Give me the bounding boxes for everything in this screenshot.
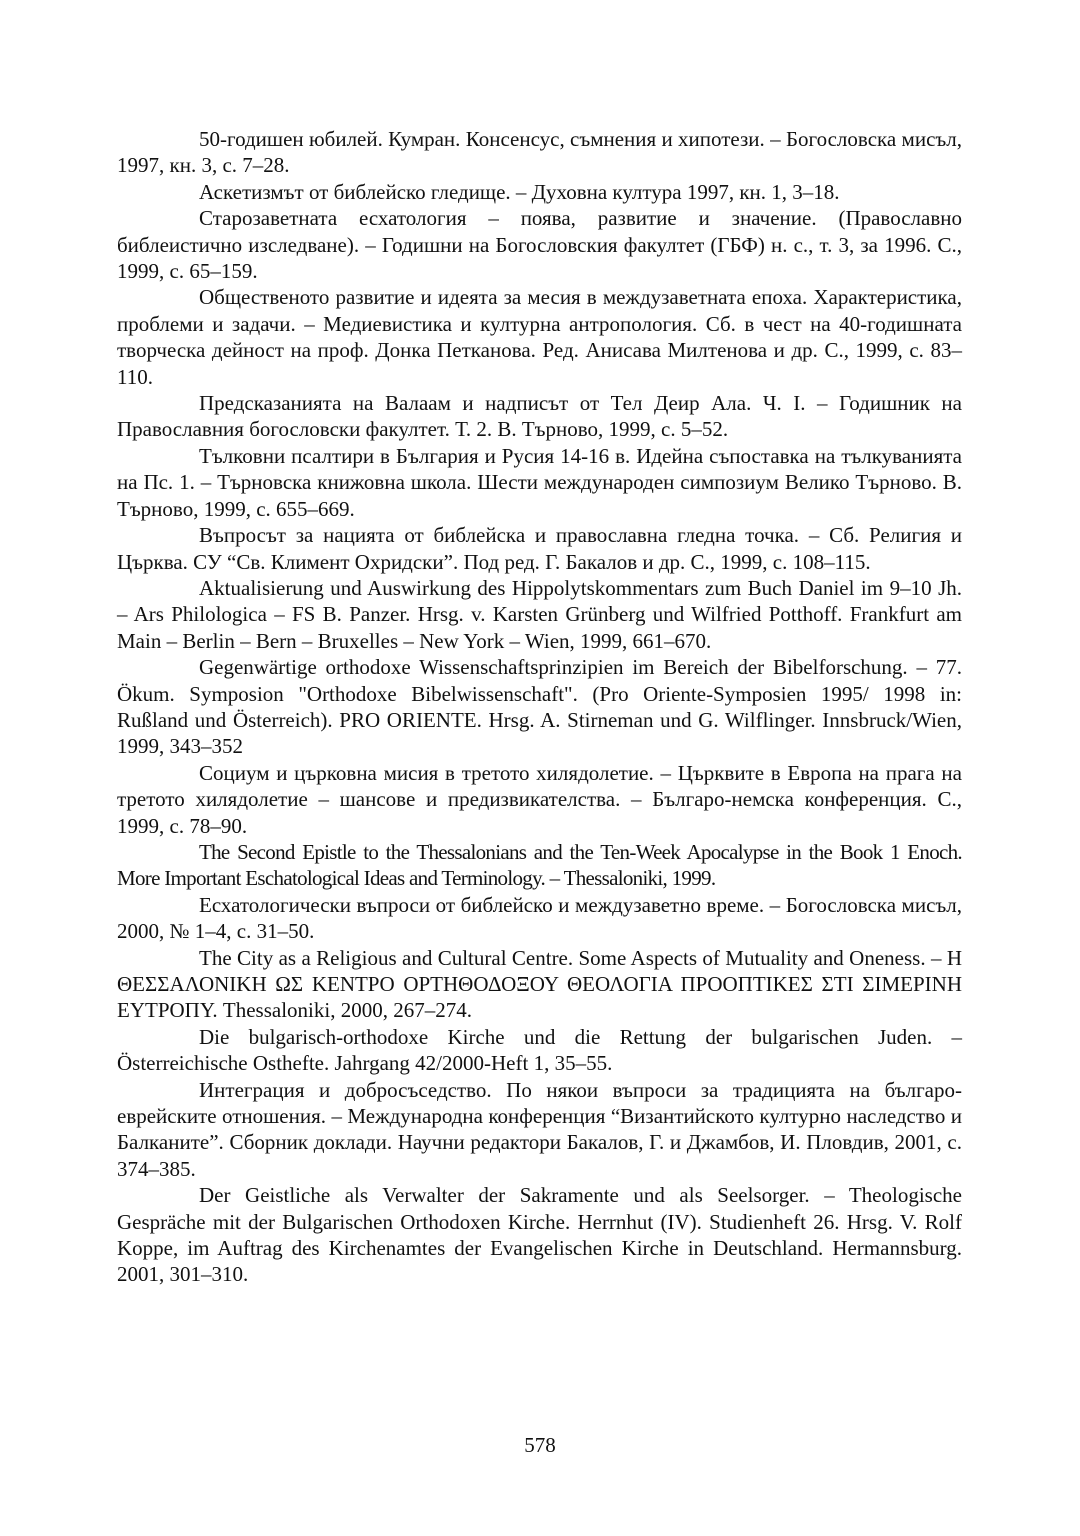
bibliography-entry: Предсказанията на Валаам и надписът от Тел Деир Ала. Ч. І. – Годишник на Православния богословски факултет. Т. 2. В. Търново, 1999, с. 5–52. <box>117 391 962 442</box>
page-number: 578 <box>524 1433 556 1457</box>
bibliography-entry: 50-годишен юбилей. Кумран. Консенсус, съмнения и хипотези. – Богословска мисъл, 1997, кн. 3, с. 7–28. <box>117 127 962 178</box>
bibliography-entry: Социум и църковна мисия в третото хилядолетие. – Църквите в Европа на прага на третото хилядолетие – шансове и предизвикателства. – Българо-немска конференция. С., 1999, с. 78–90. <box>117 760 962 838</box>
bibliography-entry: The City as a Religious and Cultural Centre. Some Aspects of Mutuality and Oneness. – Η ΘΕΣΣΑΛΟΝΙΚΗ ΩΣ ΚΕΝΤΡΟ ΟΡΤΗΘΟΔΟΞΟΥ ΘΕΟΛΟΓΙΑ ΠΡΟΟΠΤΙΚΕΣ ΣΤΙ ΣΙΜΕΡΙΝΗ ΕΥΤΡΟΠΥ. Thessaloniki, 2000, 267–274. <box>117 945 962 1023</box>
bibliography-entry: The Second Epistle to the Thessalonians and the Ten-Week Apocalypse in the Book 1 Enoch. More Important Eschatological Ideas and Terminology. – Thessaloniki, 1999. <box>117 839 962 891</box>
bibliography-list <box>117 126 962 1288</box>
bibliography-entry: Gegenwärtige orthodoxe Wissenschaftsprinzipien im Bereich der Bibelforschung. – 77. Ökum. Symposion "Orthodoxe Bibelwissenschaft". (Pro Oriente-Symposien 1995/ 1998 in: Rußland und Österreich). PRO ORIENTE. Hrsg. A. Stirneman und G. Wilflinger. Innsbruck/Wien, 1999, 343–352 <box>117 655 962 759</box>
bibliography-entry: Der Geistliche als Verwalter der Sakramente und als Seelsorger. – Theologische Gespräche mit der Bulgarischen Orthodoxen Kirche. Herrnhut (IV). Studienheft 26. Hrsg. V. Rolf Koppe, im Auftrag des Kirchenamtes der Evangelischen Kirche in Deutschland. Hermannsburg. 2001, 301–310. <box>117 1183 962 1287</box>
bibliography-entry: Интеграция и добросъседство. По някои въпроси за традицията на българо-еврейските отношения. – Международна конференция “Византийското културно наследство и Балканите”. Сборник доклади. Научни редактори Бакалов, Г. и Джамбов, И. Пловдив, 2001, с. 374–385. <box>117 1077 962 1181</box>
bibliography-entry: Старозаветната есхатология – поява, развитие и значение. (Православно библеистично изследване). – Годишни на Богословския факултет (ГБФ) н. с., т. 3, за 1996. С., 1999, с. 65–159. <box>117 206 962 284</box>
bibliography-entry: Aktualisierung und Auswirkung des Hippolytskommentars zum Buch Daniel im 9–10 Jh. – Ars Philologica – FS B. Panzer. Hrsg. v. Karsten Grünberg und Wilfried Potthoff. Frankfurt am Main – Berlin – Bern – Bruxelles – New York – Wien, 1999, 661–670. <box>117 575 962 653</box>
bibliography-entry: Есхатологически въпроси от библейско и междузаветно време. – Богословска мисъл, 2000, № 1–4, с. 31–50. <box>117 892 962 944</box>
bibliography-entry: Въпросът за нацията от библейска и православна гледна точка. – Сб. Религия и Църква. СУ “Св. Климент Охридски”. Под ред. Г. Бакалов и др. С., 1999, с. 108–115. <box>117 523 962 574</box>
bibliography-entry: Аскетизмът от библейско гледище. – Духовна култура 1997, кн. 1, 3–18. <box>199 179 840 204</box>
bibliography-entry: Тълковни псалтири в България и Русия 14-16 в. Идейна съпоставка на тълкуванията на Пс. 1. – Търновска книжовна школа. Шести международен симпозиум Велико Търново. В. Търново, 1999, с. 655–669. <box>117 443 962 521</box>
bibliography-entry: Die bulgarisch-orthodoxe Kirche und die Rettung der bulgarischen Juden. – Österreichische Osthefte. Jahrgang 42/2000-Heft 1, 35–55. <box>117 1024 962 1076</box>
bibliography-entry: Общественото развитие и идеята за месия в междузаветната епоха. Характеристика, проблеми и задачи. – Медиевистика и културна антропология. Сб. в чест на 40-годишната творческа дейност на проф. Донка Петканова. Ред. Анисава Милтенова и др. С., 1999, с. 83–110. <box>117 285 962 389</box>
